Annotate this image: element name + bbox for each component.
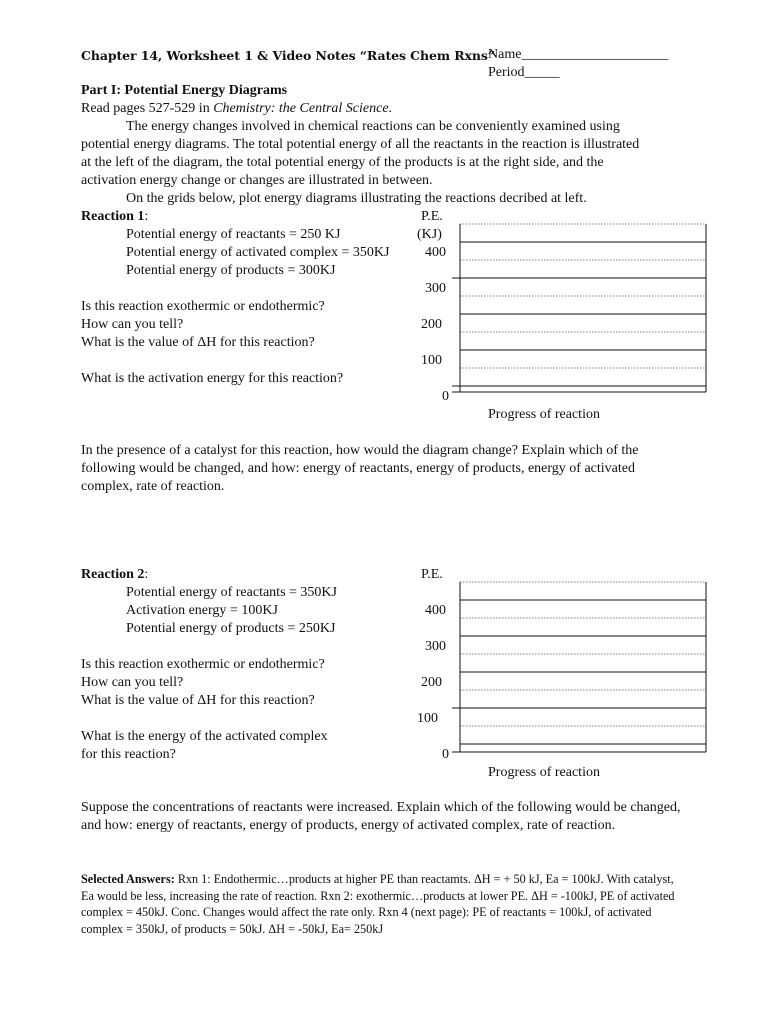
reaction2-question: What is the energy of the activated complex xyxy=(81,729,328,744)
period-field[interactable]: Period_____ xyxy=(488,65,560,80)
reaction2-axis-label: P.E. xyxy=(421,567,443,582)
part1-heading: Part I: Potential Energy Diagrams xyxy=(81,83,288,98)
concentration-question: Suppose the concentrations of reactants were increased. Explain which of the following would be changed, and how: energy of reactants, energy of products, energy of activated complex, rate of reaction. xyxy=(81,800,681,833)
reading-assignment xyxy=(81,100,392,118)
book-title: Chemistry: the Central Science xyxy=(213,101,389,116)
reaction2-tick-label: 300 xyxy=(425,639,446,654)
reaction1-question: Is this reaction exothermic or endothermic? xyxy=(81,299,325,314)
reaction1-question: How can you tell? xyxy=(81,317,184,332)
catalyst-question: In the presence of a catalyst for this reaction, how would the diagram change? Explain which of the following would be changed, and how: energy of reactants, energy of products, energy of activated complex, rate of reaction. xyxy=(81,443,639,494)
reaction2-question: Is this reaction exothermic or endothermic? xyxy=(81,657,325,672)
reaction2-tick-label: 100 xyxy=(417,711,438,726)
reaction1-question: What is the activation energy for this reaction? xyxy=(81,371,344,386)
reaction1-heading xyxy=(81,208,148,226)
intro-line: The energy changes involved in chemical reactions can be conveniently examined using xyxy=(126,119,620,134)
worksheet-title: Chapter 14, Worksheet 1 & Video Notes “Rates Chem Rxns” xyxy=(81,48,495,63)
reaction1-label: Reaction 1 xyxy=(81,209,145,224)
reaction2-question: How can you tell? xyxy=(81,675,184,690)
reaction2-x-axis-label: Progress of reaction xyxy=(488,765,600,780)
reaction2-tick-label: 200 xyxy=(421,675,442,690)
reaction2-heading xyxy=(81,566,148,584)
reaction1-item: Potential energy of activated complex = 350KJ xyxy=(126,245,390,260)
reaction1-colon: : xyxy=(144,209,149,224)
reaction1-item: Potential energy of products = 300KJ xyxy=(126,263,336,278)
reaction1-axis-unit: (KJ) xyxy=(417,227,442,242)
name-field[interactable]: Name_____________________ xyxy=(488,47,669,62)
selected-answers-label: Selected Answers: xyxy=(81,872,175,886)
reaction1-tick-label: 400 xyxy=(425,245,446,260)
reaction1-tick-label: 0 xyxy=(442,389,449,404)
reaction1-x-axis-label: Progress of reaction xyxy=(488,407,600,422)
reaction2-item: Potential energy of reactants = 350KJ xyxy=(126,585,337,600)
reading-suffix: . xyxy=(388,101,393,116)
reading-prefix: Read pages 527-529 in xyxy=(81,101,214,116)
intro-line: at the left of the diagram, the total potential energy of the products is at the right side, and the xyxy=(81,155,604,170)
reaction2-label: Reaction 2 xyxy=(81,567,145,582)
intro-line: activation energy change or changes are illustrated in between. xyxy=(81,173,433,188)
reaction2-item: Activation energy = 100KJ xyxy=(126,603,278,618)
reaction2-item: Potential energy of products = 250KJ xyxy=(126,621,336,636)
reaction1-question: What is the value of ΔH for this reaction? xyxy=(81,335,315,350)
reaction1-tick-label: 300 xyxy=(425,281,446,296)
reaction1-axis-label: P.E. xyxy=(421,209,443,224)
reaction2-question: for this reaction? xyxy=(81,747,176,762)
reaction1-tick-label: 100 xyxy=(421,353,442,368)
reaction2-question: What is the value of ΔH for this reaction? xyxy=(81,693,315,708)
reaction2-tick-label: 400 xyxy=(425,603,446,618)
selected-answers xyxy=(81,871,686,937)
reaction2-colon: : xyxy=(144,567,149,582)
selected-answers-text: Rxn 1: Endothermic…products at higher PE than reactamts. ΔH = + 50 kJ, Ea = 100kJ. With catalyst, Ea would be less, increasing the rate of reaction. Rxn 2: exothermic…products at lower PE. ΔH = -100kJ, PE of activated complex = 450kJ. Conc. Changes would affect the rate only. Rxn 4 (next page): PE of reactants = 100kJ, of activated complex = 350kJ, of products = 50kJ. ΔH = -50kJ, Ea= 250kJ xyxy=(81,872,675,936)
reaction2-tick-label: 0 xyxy=(442,747,449,762)
reaction1-item: Potential energy of reactants = 250 KJ xyxy=(126,227,341,242)
intro-line: On the grids below, plot energy diagrams illustrating the reactions decribed at left. xyxy=(126,191,587,206)
intro-line: potential energy diagrams. The total potential energy of all the reactants in the reaction is illustrated xyxy=(81,137,640,152)
reaction1-energy-grid[interactable] xyxy=(448,218,708,398)
reaction1-tick-label: 200 xyxy=(421,317,442,332)
reaction2-energy-grid[interactable] xyxy=(448,576,708,758)
